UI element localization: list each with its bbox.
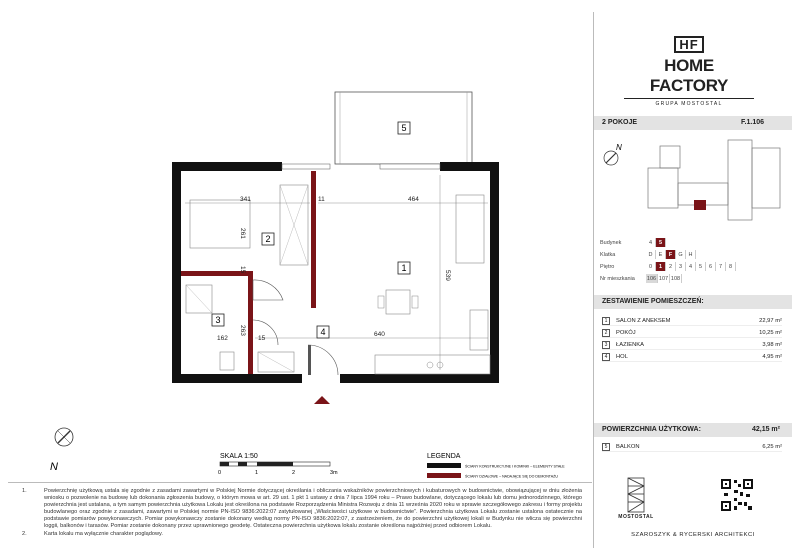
compass-small-icon [600, 140, 626, 170]
svg-text:0: 0 [218, 470, 222, 476]
svg-text:2: 2 [292, 470, 296, 476]
room-number-3 [212, 314, 224, 326]
legend-label-structural: ŚCIANY KONSTRUKCYJNE I KOMINKI – ELEMENTY STAŁE [465, 464, 565, 469]
svg-text:1: 1 [401, 263, 407, 273]
dim-11: 11 [318, 196, 325, 203]
dim-162: 162 [217, 335, 228, 342]
legend-label-partition: ŚCIANY DZIAŁOWE – NADAJĄCE SIĘ DO DEMONTAŻU [465, 474, 558, 479]
dim-261: 261 [239, 228, 246, 239]
balcony-row: 5 BALKON 6,25 m² [602, 442, 782, 452]
dim-263: 263 [239, 325, 246, 336]
partition-wall-vertical [311, 171, 316, 308]
dining-table [386, 290, 410, 314]
developer-logo-text: MOSTOSTAL [618, 514, 654, 520]
scale-bar [218, 453, 338, 476]
svg-text:1: 1 [255, 470, 259, 476]
unit-code: F.1.106 [741, 119, 764, 126]
building-location-map [638, 138, 788, 228]
dim-539: 539 [444, 270, 451, 281]
dim-640: 640 [374, 331, 385, 338]
room-number-4 [317, 326, 329, 338]
room-number-2 [262, 233, 274, 245]
usable-area-header: POWIERZCHNIA UŻYTKOWA: 42,15 m² [594, 423, 792, 437]
svg-text:N: N [616, 143, 622, 152]
legend-title: LEGENDA [427, 453, 461, 460]
architects-credit: SZAROSZYK & RYCERSKI ARCHITEKCI [631, 532, 755, 538]
compass-icon [50, 428, 73, 473]
svg-text:SKALA 1:50: SKALA 1:50 [220, 453, 258, 460]
indicator-budynek: Budynek 4 5 [600, 238, 666, 247]
room-number-5 [398, 122, 410, 134]
note-item: 2. Karta lokalu ma wyłącznie charakter poglądowy. [22, 530, 163, 537]
kitchen-counter [375, 355, 490, 374]
rooms-section-header: ZESTAWIENIE POMIESZCZEŃ: [594, 295, 792, 309]
wall-east [490, 162, 499, 383]
indicator-mieszkanie: Nr mieszkania 106 107 108 [600, 275, 681, 282]
wall-north-left [172, 162, 282, 171]
notes [22, 488, 582, 538]
dim-464: 464 [408, 196, 419, 203]
legend-swatch-structural [427, 463, 461, 468]
svg-text:2: 2 [265, 234, 271, 244]
svg-text:4: 4 [320, 327, 326, 337]
notes-divider [8, 482, 592, 483]
room-row: 2 POKÓJ 10,25 m² [602, 328, 782, 338]
north-label: N [50, 461, 58, 473]
unit-header [594, 116, 792, 130]
mostostal-tower-icon [616, 474, 656, 514]
room-row: 1 SALON Z ANEKSEM 22,97 m² [602, 316, 782, 326]
rooms-label: 2 POKOJE [602, 119, 638, 126]
brand-subtitle: GRUPA MOSTOSTAL [624, 98, 754, 107]
sofa [456, 195, 484, 263]
svg-text:3m: 3m [330, 470, 338, 476]
entrance-arrow-icon [314, 396, 330, 404]
brand-logo [624, 36, 754, 107]
wall-south-right [340, 374, 499, 383]
wall-west [172, 162, 181, 383]
room-number-1 [398, 262, 410, 274]
indicator-klatka: Klatka D E F G H [600, 250, 696, 259]
svg-text:3: 3 [215, 315, 221, 325]
bed [190, 200, 250, 248]
room-row: 4 HOL 4,95 m² [602, 352, 782, 362]
brand-mark: HF [674, 36, 703, 53]
unit-location-marker [694, 200, 706, 210]
usable-area-value: 42,15 m² [751, 426, 780, 433]
svg-text:5: 5 [401, 123, 407, 133]
legend [427, 453, 565, 479]
brand-name: HOME FACTORY [649, 56, 729, 95]
room-row: 3 ŁAZIENKA 3,98 m² [602, 340, 782, 350]
partition-wall-bath [248, 271, 253, 374]
dim-15a: 15 [239, 266, 246, 274]
dim-15b: 15 [258, 335, 266, 342]
info-panel [594, 0, 792, 559]
qr-code-icon[interactable] [720, 478, 754, 512]
indicator-pietro: Piętro 0 1 2 3 4 5 6 7 8 [600, 262, 736, 271]
legend-swatch-partition [427, 473, 461, 478]
wall-south-left [172, 374, 302, 383]
note-item: 1. Powierzchnię użytkową ustala się zgodnie z zasadami zawartymi w Polskiej Normie dotyczącej określania i obliczania wskaźników powierzchniowych i kubaturowych w budownictwie, obowiązującej w dniu złożenia wniosku o pozwolenie na budowę lub dokonania zgłoszenia budowy, o którym mowa w art. 29 ust. 1 pkt 1 ustawy z dnia 7 lipca 1994 roku – Prawo budowlane, dotyczącego lokalu lub domu jednorodzinnego, którego powierzchnia jest ustalana, a tym samym powierzchnia użytkowa Lokalu jest określona na podstawie Rozporządzenia Ministra Rozwoju z dnia 11 września 2020 roku w sprawie szczegółowego zakresu i formy projektu budowlanego oraz zgodnie z zasadami, zawartymi w Polskiej normie PN-ISO 9836:2022:07 zatytułowanej „Właściwości użytkowe w budownictwie”. Powierzchnia użytkowa Lokalu zostanie ustalona ostatecznie na podstawie pomiarów powykonawczych. Pomiar powykonawczy zostanie dokonany według normy PN-ISO 9836:2022:07, z zastrzeżeniem, że do powierzchni użytkowej lokali w Budynku nie wlicza się powierzchni loggii, balkonów i tarasów. Pomiar zostanie dokonany przez uprawnionego geodetę. Ostateczna powierzchnia użytkowa lokalu zostanie określona najpóźniej przed odbiorem Lokalu. [22, 488, 582, 530]
dim-341: 341 [240, 196, 251, 203]
